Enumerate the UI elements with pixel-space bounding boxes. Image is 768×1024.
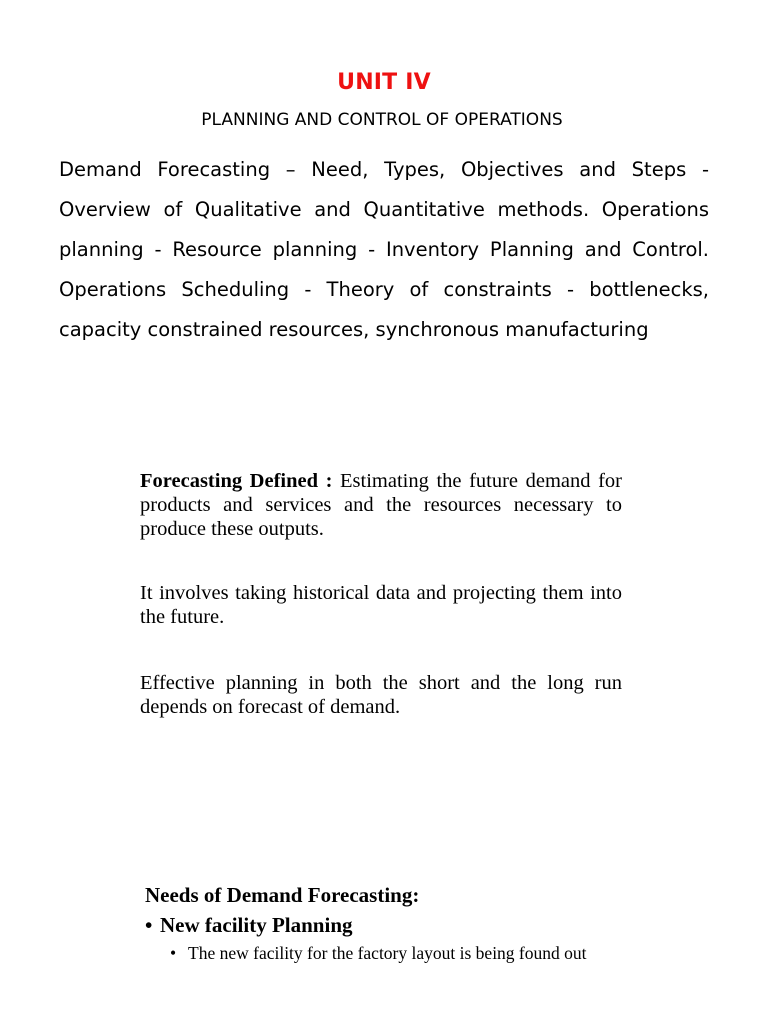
forecasting-definition <box>140 469 622 541</box>
sub-bullet-label: The new facility for the factory layout is being found out <box>188 943 587 963</box>
planning-paragraph: Effective planning in both the short and the long run depends on forecast of demand. <box>140 672 622 718</box>
syllabus-paragraph: Demand Forecasting – Need, Types, Objectives and Steps - Overview of Qualitative and Quantitative methods. Operations planning - Resource planning - Inventory Planning and Control. Operations Scheduling - Theory of constraints - bottlenecks, capacity constrained resources, synchronous manufacturing <box>59 158 709 341</box>
bullet-item-label: New facility Planning <box>160 913 353 937</box>
unit-subtitle: PLANNING AND CONTROL OF OPERATIONS <box>201 110 563 130</box>
needs-heading: Needs of Demand Forecasting: <box>145 883 420 907</box>
sub-bullet-icon: • <box>170 943 177 963</box>
definition-term: Forecasting Defined : <box>140 470 333 492</box>
bullet-item-new-facility <box>145 913 353 938</box>
unit-title: UNIT IV <box>337 70 431 95</box>
definition-text: Estimating the future demand for products and services and the resources necessary to produce these outputs. <box>140 470 622 540</box>
sub-bullet-item <box>170 943 610 963</box>
historical-data-paragraph: It involves taking historical data and projecting them into the future. <box>140 582 622 628</box>
bullet-icon: • <box>145 913 153 937</box>
